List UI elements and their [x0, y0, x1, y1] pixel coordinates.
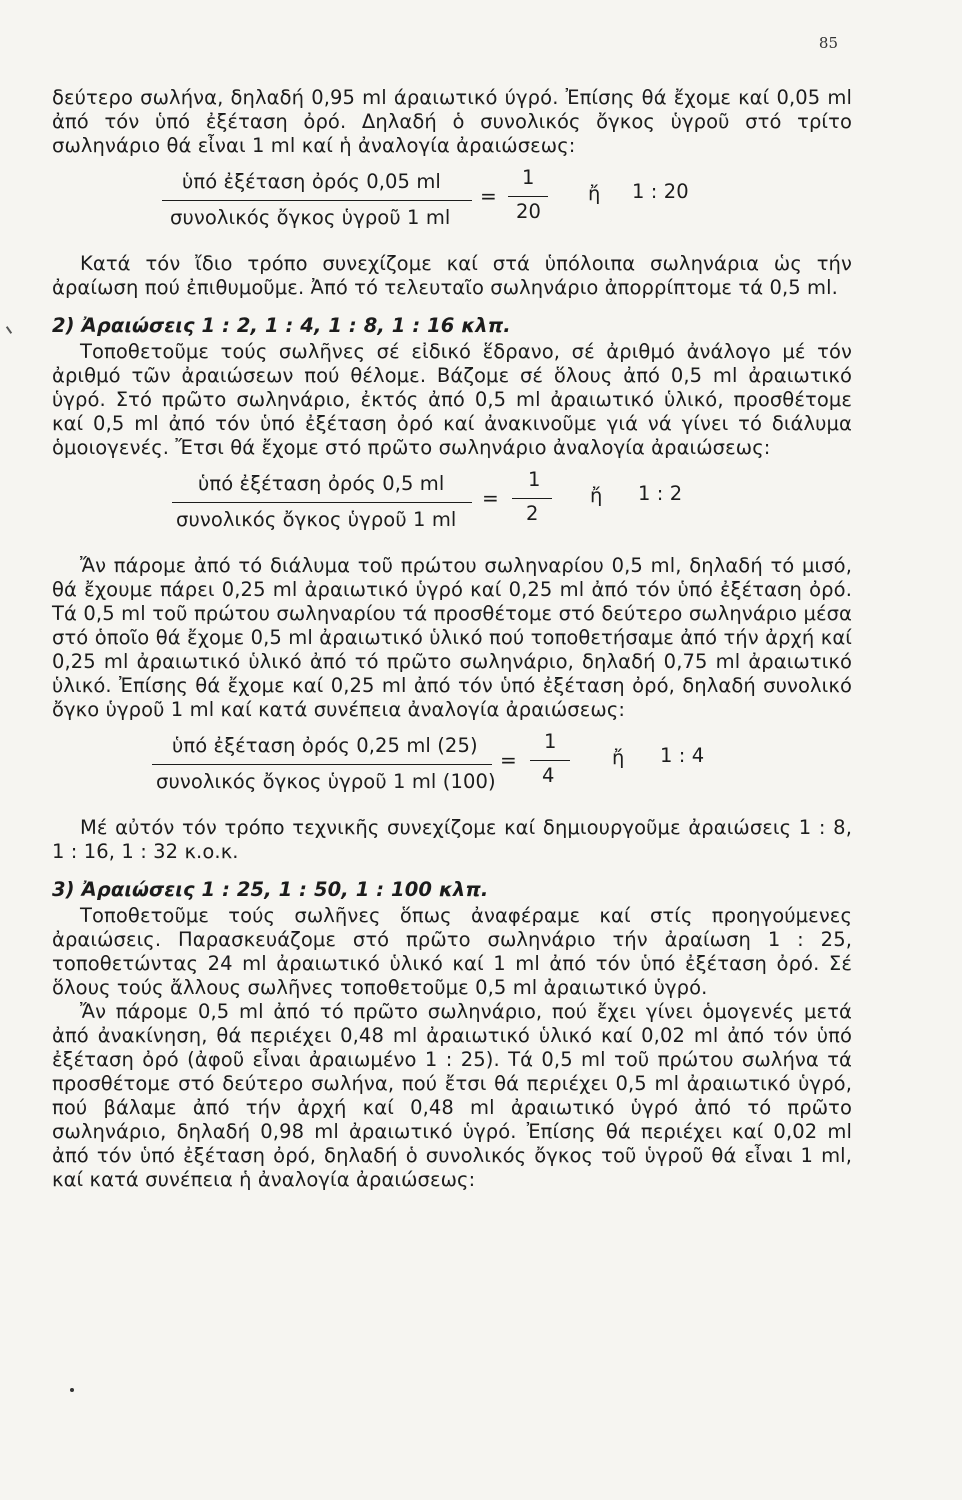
ratio-value: 1 : 4 — [660, 744, 705, 767]
dilution-formula-1-2 — [52, 468, 852, 544]
fraction-denominator: συνολικός ὄγκος ὑγροῦ 1 ml — [170, 206, 451, 229]
fraction-numerator: ὑπό ἐξέταση ὀρός 0,25 ml (25) — [172, 734, 478, 757]
ratio-bar — [508, 196, 548, 197]
ratio-denominator: 2 — [526, 502, 539, 525]
dilution-formula-1-4 — [52, 730, 852, 806]
section-heading-2: 2) Ἀραιώσεις 1 : 2, 1 : 4, 1 : 8, 1 : 16 κλπ. — [52, 314, 511, 337]
paragraph-1: δεύτερο σωλήνα, δηλαδή 0,95 ml άραιωτικό ύγρό. Ἐπίσης θά ἔχομε καί 0,05 ml ἀπό τόν ὑπό ἐξέταση ὀρό. Δηλαδή ὁ συνολικός ὄγκος ὑγροῦ στό τρίτο σωληνάριο θά εἶναι 1 ml καί ἡ ἀναλογία ἀραιώσεως: — [52, 86, 852, 157]
ratio-denominator: 20 — [516, 200, 542, 223]
paragraph-4: Ἄν πάρομε ἀπό τό διάλυμα τοῦ πρώτου σωληναρίου 0,5 ml, δηλαδή τό μισό, θά ἔχουμε πάρει 0,25 ml ἀραιωτικό ὑγρό καί 0,25 ml ἀπό τόν ὑπό ἐξέταση ὀρό. Τά 0,5 ml τοῦ πρώτου σωληναρίου τά προσθέτομε στό δεύτερο σωληνάριο μέσα στό ὁποῖο θά ἔχομε 0,5 ml ἀραιωτικό ὑλικό πού τοποθετήσαμε ἀπό τήν ἀρχή καί 0,25 ml ἀραιωτικό ὑλικό ἀπό τό πρῶτο σωληνάριο, δηλαδή 0,75 ml ἀραιωτικό ὑλικό. Ἐπίσης θά ἔχομε καί 0,25 ml ἀπό τόν ὑπό ἐξέταση ὀρό, δηλαδή συνολικό ὄγκο ὑγροῦ 1 ml καί κατά συνέπεια ἀναλογία ἀραιώσεως: — [52, 554, 852, 721]
paragraph-5: Μέ αὐτόν τόν τρόπο τεχνικῆς συνεχίζομε καί δημιουργοῦμε ἀραιώσεις 1 : 8, 1 : 16, 1 : 32 κ.ο.κ. — [52, 816, 852, 863]
ratio-numerator: 1 — [544, 730, 557, 753]
fraction-bar — [162, 200, 472, 201]
ratio-bar — [530, 760, 570, 761]
paragraph-6: Τοποθετοῦμε τούς σωλῆνες ὅπως ἀναφέραμε καί στίς προηγούμενες ἀραιώσεις. Παρασκευάζομε στό πρῶτο σωληνάριο τήν ἀραίωση 1 : 25, τοποθετώντας 24 ml ἀραιωτικό ὑλικό καί 1 ml ἀπό τόν ὑπό ἐξέταση ὀρό. Σέ ὅλους τούς ἄλλους σωλῆνες τοποθετοῦμε 0,5 ml ἀραιωτικό ὑγρό. — [52, 904, 852, 999]
paragraph-3: Τοποθετοῦμε τούς σωλῆνες σέ εἰδικό ἕδρανο, σέ ἀριθμό ἀνάλογο μέ τόν ἀριθμό τῶν ἀραιώσεων πού θέλομε. Βάζομε σέ ὅλους ἀπό 0,5 ml ἀραιωτικό ὑγρό. Στό πρῶτο σωληνάριο, ἐκτός ἀπό 0,5 ml ἀραιωτικό ὑλικό, προσθέτομε καί 0,5 ml ἀπό τόν ὑπό ἐξέταση ὀρό καί ἀνακινοῦμε γιά νά γίνει τό διάλυμα ὁμοιογενές. Ἔτσι θά ἔχομε στό πρῶτο σωληνάριο ἀναλογία ἀραιώσεως: — [52, 340, 852, 459]
equals-sign: = — [480, 184, 497, 208]
fraction-numerator: ὑπό ἐξέταση ὀρός 0,5 ml — [198, 472, 445, 495]
ratio-denominator: 4 — [542, 764, 555, 787]
dilution-formula-1-20 — [52, 166, 852, 242]
or-word: ἤ — [590, 484, 603, 507]
paragraph-7: Ἄν πάρομε 0,5 ml ἀπό τό πρῶτο σωληνάριο, πού ἔχει γίνει ὁμογενές μετά ἀπό ἀνακίνηση, θά περιέχει 0,48 ml ἀραιωτικό ὑλικό καί 0,02 ml ἀπό τόν ὑπό ἐξέταση ὀρό (ἀφοῦ εἶναι ἀραιωμένο 1 : 25). Τά 0,5 ml τοῦ πρώτου σωλήνα τά προσθέτομε στό δεύτερο σωλήνα, πού ἔτσι θά περιέχει 0,5 ml ἀραιωτικό ὑγρό, πού βάλαμε ἀπό τήν ἀρχή καί 0,48 ml ἀραιωτικό ὑγρό ἀπό τό πρῶτο σωληνάριο, δηλαδή 0,98 ml ἀραιωτικό ὑγρό. Ἐπίσης θά περιέχει καί 0,02 ml ἀπό τόν ὑπό ἐξέταση ὀρό, δηλαδή ὁ συνολικός ὄγκος τοῦ ὑγροῦ θά εἶναι 1 ml, καί κατά συνέπεια ἡ ἀναλογία ἀραιώσεως: — [52, 1000, 852, 1191]
equals-sign: = — [500, 748, 517, 772]
fraction-denominator: συνολικός ὄγκος ὑγροῦ 1 ml (100) — [156, 770, 496, 793]
fraction-bar — [172, 502, 472, 503]
equals-sign: = — [482, 486, 499, 510]
ratio-numerator: 1 — [528, 468, 541, 491]
or-word: ἤ — [588, 182, 601, 205]
section-heading-3: 3) Ἀραιώσεις 1 : 25, 1 : 50, 1 : 100 κλπ. — [52, 878, 489, 901]
or-word: ἤ — [612, 746, 625, 769]
ratio-bar — [512, 498, 552, 499]
margin-mark — [6, 326, 12, 334]
stray-dot-mark — [70, 1388, 74, 1392]
ratio-value: 1 : 20 — [632, 180, 689, 203]
ratio-numerator: 1 — [522, 166, 535, 189]
page-body — [52, 86, 852, 1192]
page-number: 85 — [818, 34, 838, 52]
ratio-value: 1 : 2 — [638, 482, 683, 505]
fraction-bar — [152, 764, 492, 765]
paragraph-2: Κατά τόν ἴδιο τρόπο συνεχίζομε καί στά ὑπόλοιπα σωληνάρια ὡς τήν ἀραίωση πού ἐπιθυμοῦμε. Ἀπό τό τελευταῖο σωληνάριο ἀπορρίπτομε τά 0,5 ml. — [52, 252, 852, 299]
fraction-numerator: ὑπό ἐξέταση ὀρός 0,05 ml — [182, 170, 441, 193]
fraction-denominator: συνολικός ὄγκος ὑγροῦ 1 ml — [176, 508, 457, 531]
